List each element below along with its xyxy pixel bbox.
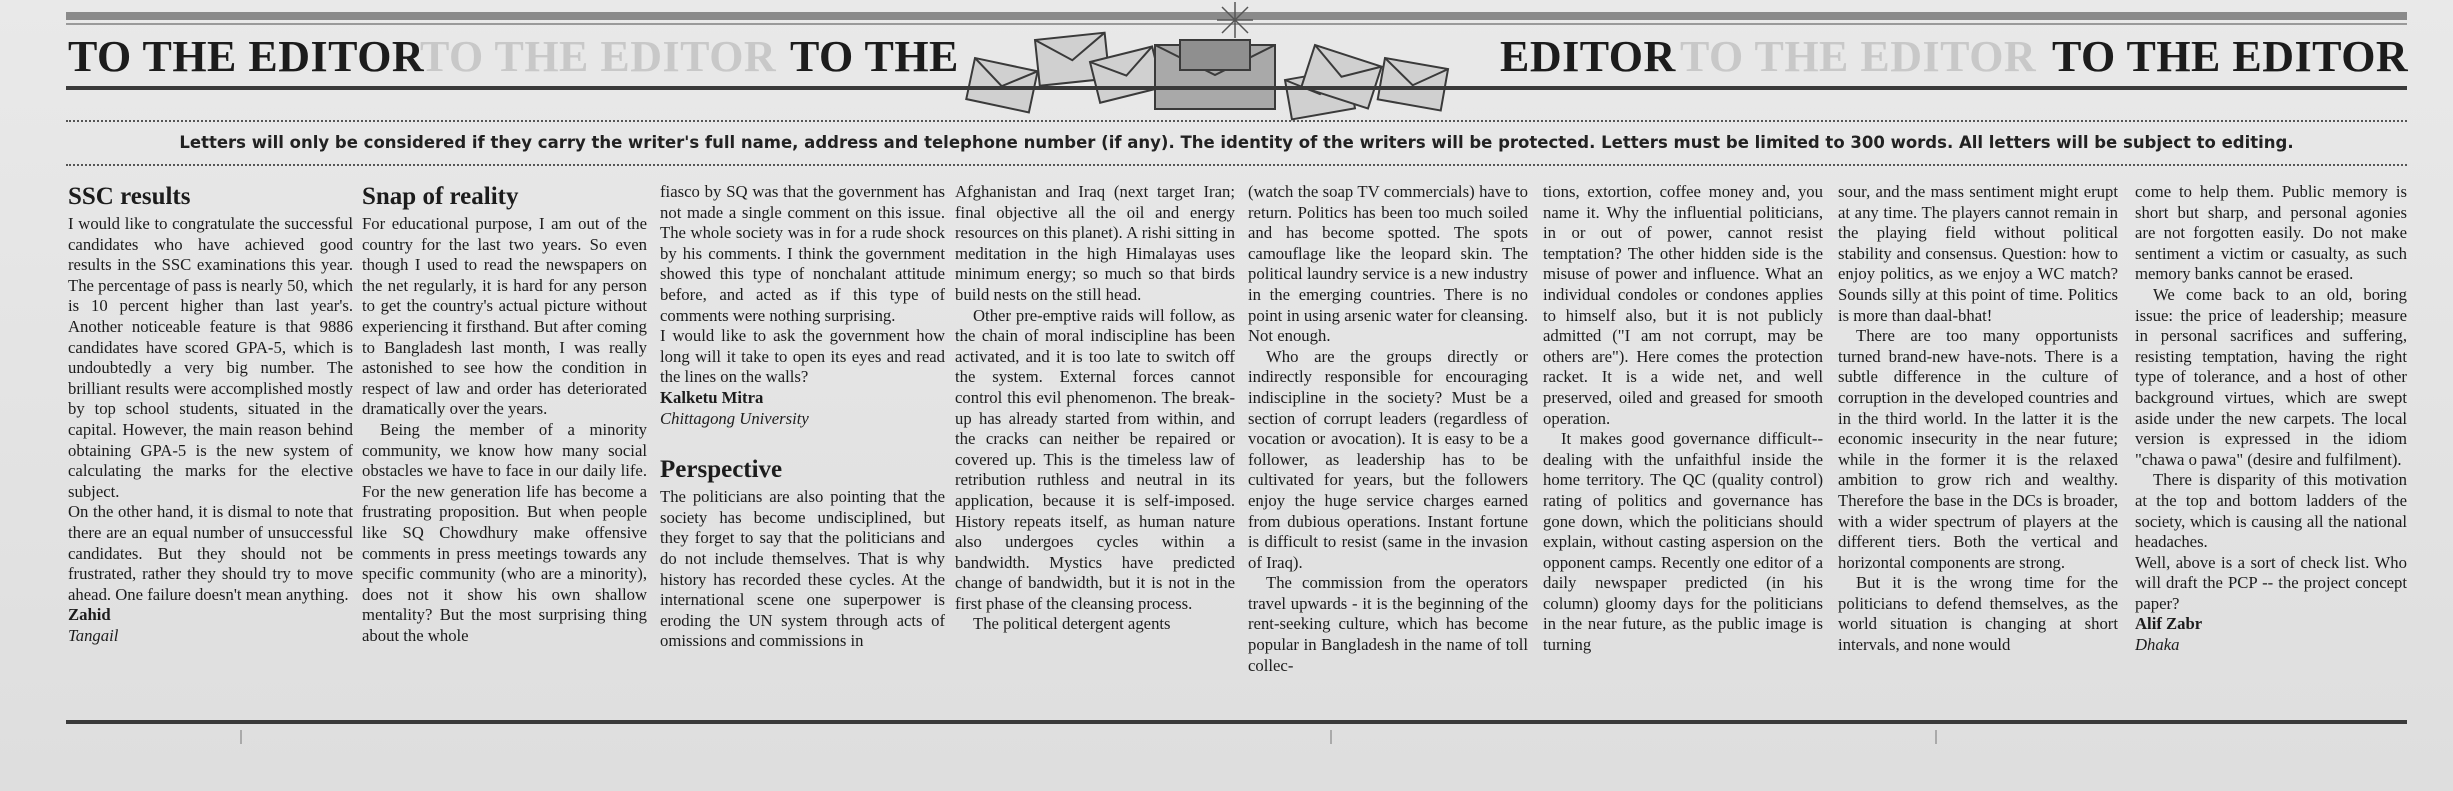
letter-heading-ssc-results: SSC results — [68, 183, 191, 210]
column-1 — [68, 182, 353, 717]
header-title-4: TO THE EDITOR — [2052, 32, 2409, 81]
letter-paragraph: Being the member of a minority community, we know how many social obstacles we have to face in our daily life. For the new generation life has become a frustrating proposition. But when people like SQ Chowdhury make offensive comments in press meetings towards any specific community (who are a minority), does not it show his own shallow mentality? But the most surprising thing about the whole — [362, 419, 647, 645]
letter-paragraph: The commission from the operators travel upwards - it is the beginning of the rent-seeking culture, which has become popular in Bangladesh in the name of toll collec- — [1248, 573, 1528, 675]
header-title-1: TO THE EDITOR — [68, 32, 425, 81]
editorial-notice: Letters will only be considered if they carry the writer's full name, address and telephone number (if any). The identity of the writers will be protected. Letters must be limited to 300 words. All letters will be subject to editing. — [179, 133, 2294, 152]
letter-paragraph: There is disparity of this motivation at the top and bottom ladders of the society, which is causing all the national headaches. — [2135, 470, 2407, 552]
letter-paragraph: Other pre-emptive raids will follow, as the chain of moral indiscipline has been activated, and it is too late to switch off the system. External forces cannot control this evil phenomenon. The break-up has already started from within, and the cracks can neither be repaired or covered up. This is the timeless law of retribution ruthless and neutral in its application, because it is self-imposed. History repeats itself, as human nature also undergoes cycles within a bandwidth. Mystics have predicted change of bandwidth, but it is not in the first phase of the cleansing process. — [955, 305, 1235, 613]
letter-paragraph: Who are the groups directly or indirectly responsible for encouraging indiscipline in the society? Must be a section of corrupt leaders (regardless of vocation or avocation). It is easy to be a follower, as leadership has to be cultivated for years, but the followers enjoy the huge service charges earned from dubious operations. Instant fortune is difficult to resist (same in the invasion of Iraq). — [1248, 346, 1528, 572]
letter-paragraph: I would like to congratulate the successful candidates who have achieved good results in the SSC examinations this year. The percentage of pass is nearly 50, which is 10 percent higher than last year's. Another noticeable feature is that 9886 candidates have scored GPA-5, which is undoubtedly a very big number. The brilliant results were accomplished mostly by top school students, situated in the capital. However, the main reason behind obtaining GPA-5 is the new system of calculating the marks for the elective subject. — [68, 214, 353, 501]
letter-author: Zahid — [68, 605, 111, 625]
letter-paragraph: tions, extortion, coffee money and, you name it. Why the influential politicians, in or out of power, cannot resist temptation? The other hidden side is the misuse of power and influence. What an individual condoles or condones applies to himself also, but it is not publicly admitted ("I am not corrupt, may be others are"). Here comes the protection racket. It is a wide net, and well preserved, oiled and greased for smooth operation. — [1543, 182, 1823, 428]
letter-author: Alif Zabr — [2135, 614, 2203, 634]
letter-author: Kalketu Mitra — [660, 387, 764, 407]
letter-paragraph: On the other hand, it is dismal to note that there are an equal number of unsuccessful candidates. But they should not be frustrated, rather they should try to move ahead. One failure doesn't mean anything. — [68, 502, 353, 604]
header-ghost-2: TO THE EDITOR — [1680, 32, 2037, 81]
bottom-rule — [66, 720, 2407, 724]
column-2 — [362, 182, 647, 717]
letter-heading-perspective: Perspective — [660, 456, 783, 484]
notice-top-dots — [66, 120, 2407, 122]
header-title-2: TO THE — [790, 32, 959, 81]
column-6 — [1543, 182, 1823, 717]
letter-paragraph: We come back to an old, boring issue: the price of leadership; measure in personal sacrifices and suffering, resisting temptation, having the right type of tolerance, and a host of other background virtues, which are swept aside under the new carpets. The local version is expressed in the idiom "chawa o pawa" (desire and fulfilment). — [2135, 284, 2407, 469]
letter-paragraph: (watch the soap TV commercials) have to return. Politics has been too much soiled and has become spotted. The spots camouflage like the leopard skin. The political laundry service is a new industry in the emerging countries. There is no point in using arsenic water for cleansing. Not enough. — [1248, 182, 1528, 346]
header-rule — [66, 86, 2407, 90]
letter-paragraph: sour, and the mass sentiment might erupt at any time. The players cannot remain in the playing field without political stability and consensus. Question: how to enjoy politics, as we enjoy a WC match? Sounds silly at this point of time. Politics is more than daal-bhat! — [1838, 182, 2118, 325]
letter-paragraph: fiasco by SQ was that the government has not made a single comment on this issue. The whole society was in for a rude shock by his comments. I think the government showed this type of nonchalant attitude before, and acted as if this type of comments were nothing surprising. — [660, 182, 945, 325]
header-ghost-1: TO THE EDITOR — [420, 32, 777, 81]
column-7 — [1838, 182, 2118, 717]
letter-location: Chittagong University — [660, 408, 809, 428]
letter-paragraph: For educational purpose, I am out of the country for the last two years. So even though I used to read the newspapers on the net regularly, it is hard for any person to get the country's actual picture without experiencing it firsthand. But after coming to Bangladesh last month, I was really astonished to see how the condition in respect of law and order has deteriorated dramatically over the years. — [362, 214, 647, 419]
column-8 — [2135, 182, 2407, 717]
letter-paragraph: But it is the wrong time for the politicians to defend themselves, as the world situation is changing at short intervals, and none would — [1838, 573, 2118, 655]
letter-paragraph: It makes good governance difficult--dealing with the unfaithful inside the home territory. The QC (quality control) rating of politics and governance has gone down, which the politicians should explain, without casting aspersion on the opponent camps. Recently one editor of a daily newspaper predicted (in his column) gloomy days for the politicians in the near future, as the public image is turning — [1543, 429, 1823, 655]
letter-paragraph: The political detergent agents — [973, 614, 1171, 634]
notice-bottom-dots — [66, 164, 2407, 166]
scan-speck — [1935, 730, 1937, 744]
letter-location: Dhaka — [2135, 635, 2180, 655]
letter-paragraph: There are too many opportunists turned brand-new have-nots. There is a subtle difference in the culture of corruption in the developed countries and in the third world. In the latter it is the economic insecurity in the near future; while in the former it is the relaxed ambition to grow rich and wealthy. Therefore the base in the DCs is broader, with a wider spectrum of players at the different tiers. Both the vertical and horizontal components are strong. — [1838, 326, 2118, 572]
scan-speck — [1330, 730, 1332, 744]
letter-heading-snap-of-reality: Snap of reality — [362, 183, 519, 210]
letter-paragraph: come to help them. Public memory is short but sharp, and personal agonies are not forgotten easily. Do not make sentiment a victim or casualty, as such memory banks cannot be erased. — [2135, 182, 2407, 284]
letter-paragraph: The politicians are also pointing that the society has become undisciplined, but they forget to say that the politicians and do not include themselves. That is why history has recorded these cycles. At the international scene one superpower is eroding the UN system through acts of omissions and commissions in — [660, 487, 945, 651]
header-title-3: EDITOR — [1500, 32, 1676, 81]
column-5 — [1248, 182, 1528, 717]
envelopes-illustration — [955, 0, 1475, 128]
letter-location: Tangail — [68, 625, 119, 645]
scan-speck — [240, 730, 242, 744]
column-4 — [955, 182, 1235, 717]
letter-paragraph: Afghanistan and Iraq (next target Iran; final objective all the oil and energy resources on this planet). A rishi sitting in meditation in the high Himalayas uses minimum energy; so much so that birds build nests on the still head. — [955, 182, 1235, 304]
column-3 — [660, 182, 945, 717]
letter-paragraph: Well, above is a sort of check list. Who will draft the PCP -- the project concept paper? — [2135, 552, 2407, 613]
letter-paragraph: I would like to ask the government how long will it take to open its eyes and read the lines on the walls? — [660, 326, 945, 387]
